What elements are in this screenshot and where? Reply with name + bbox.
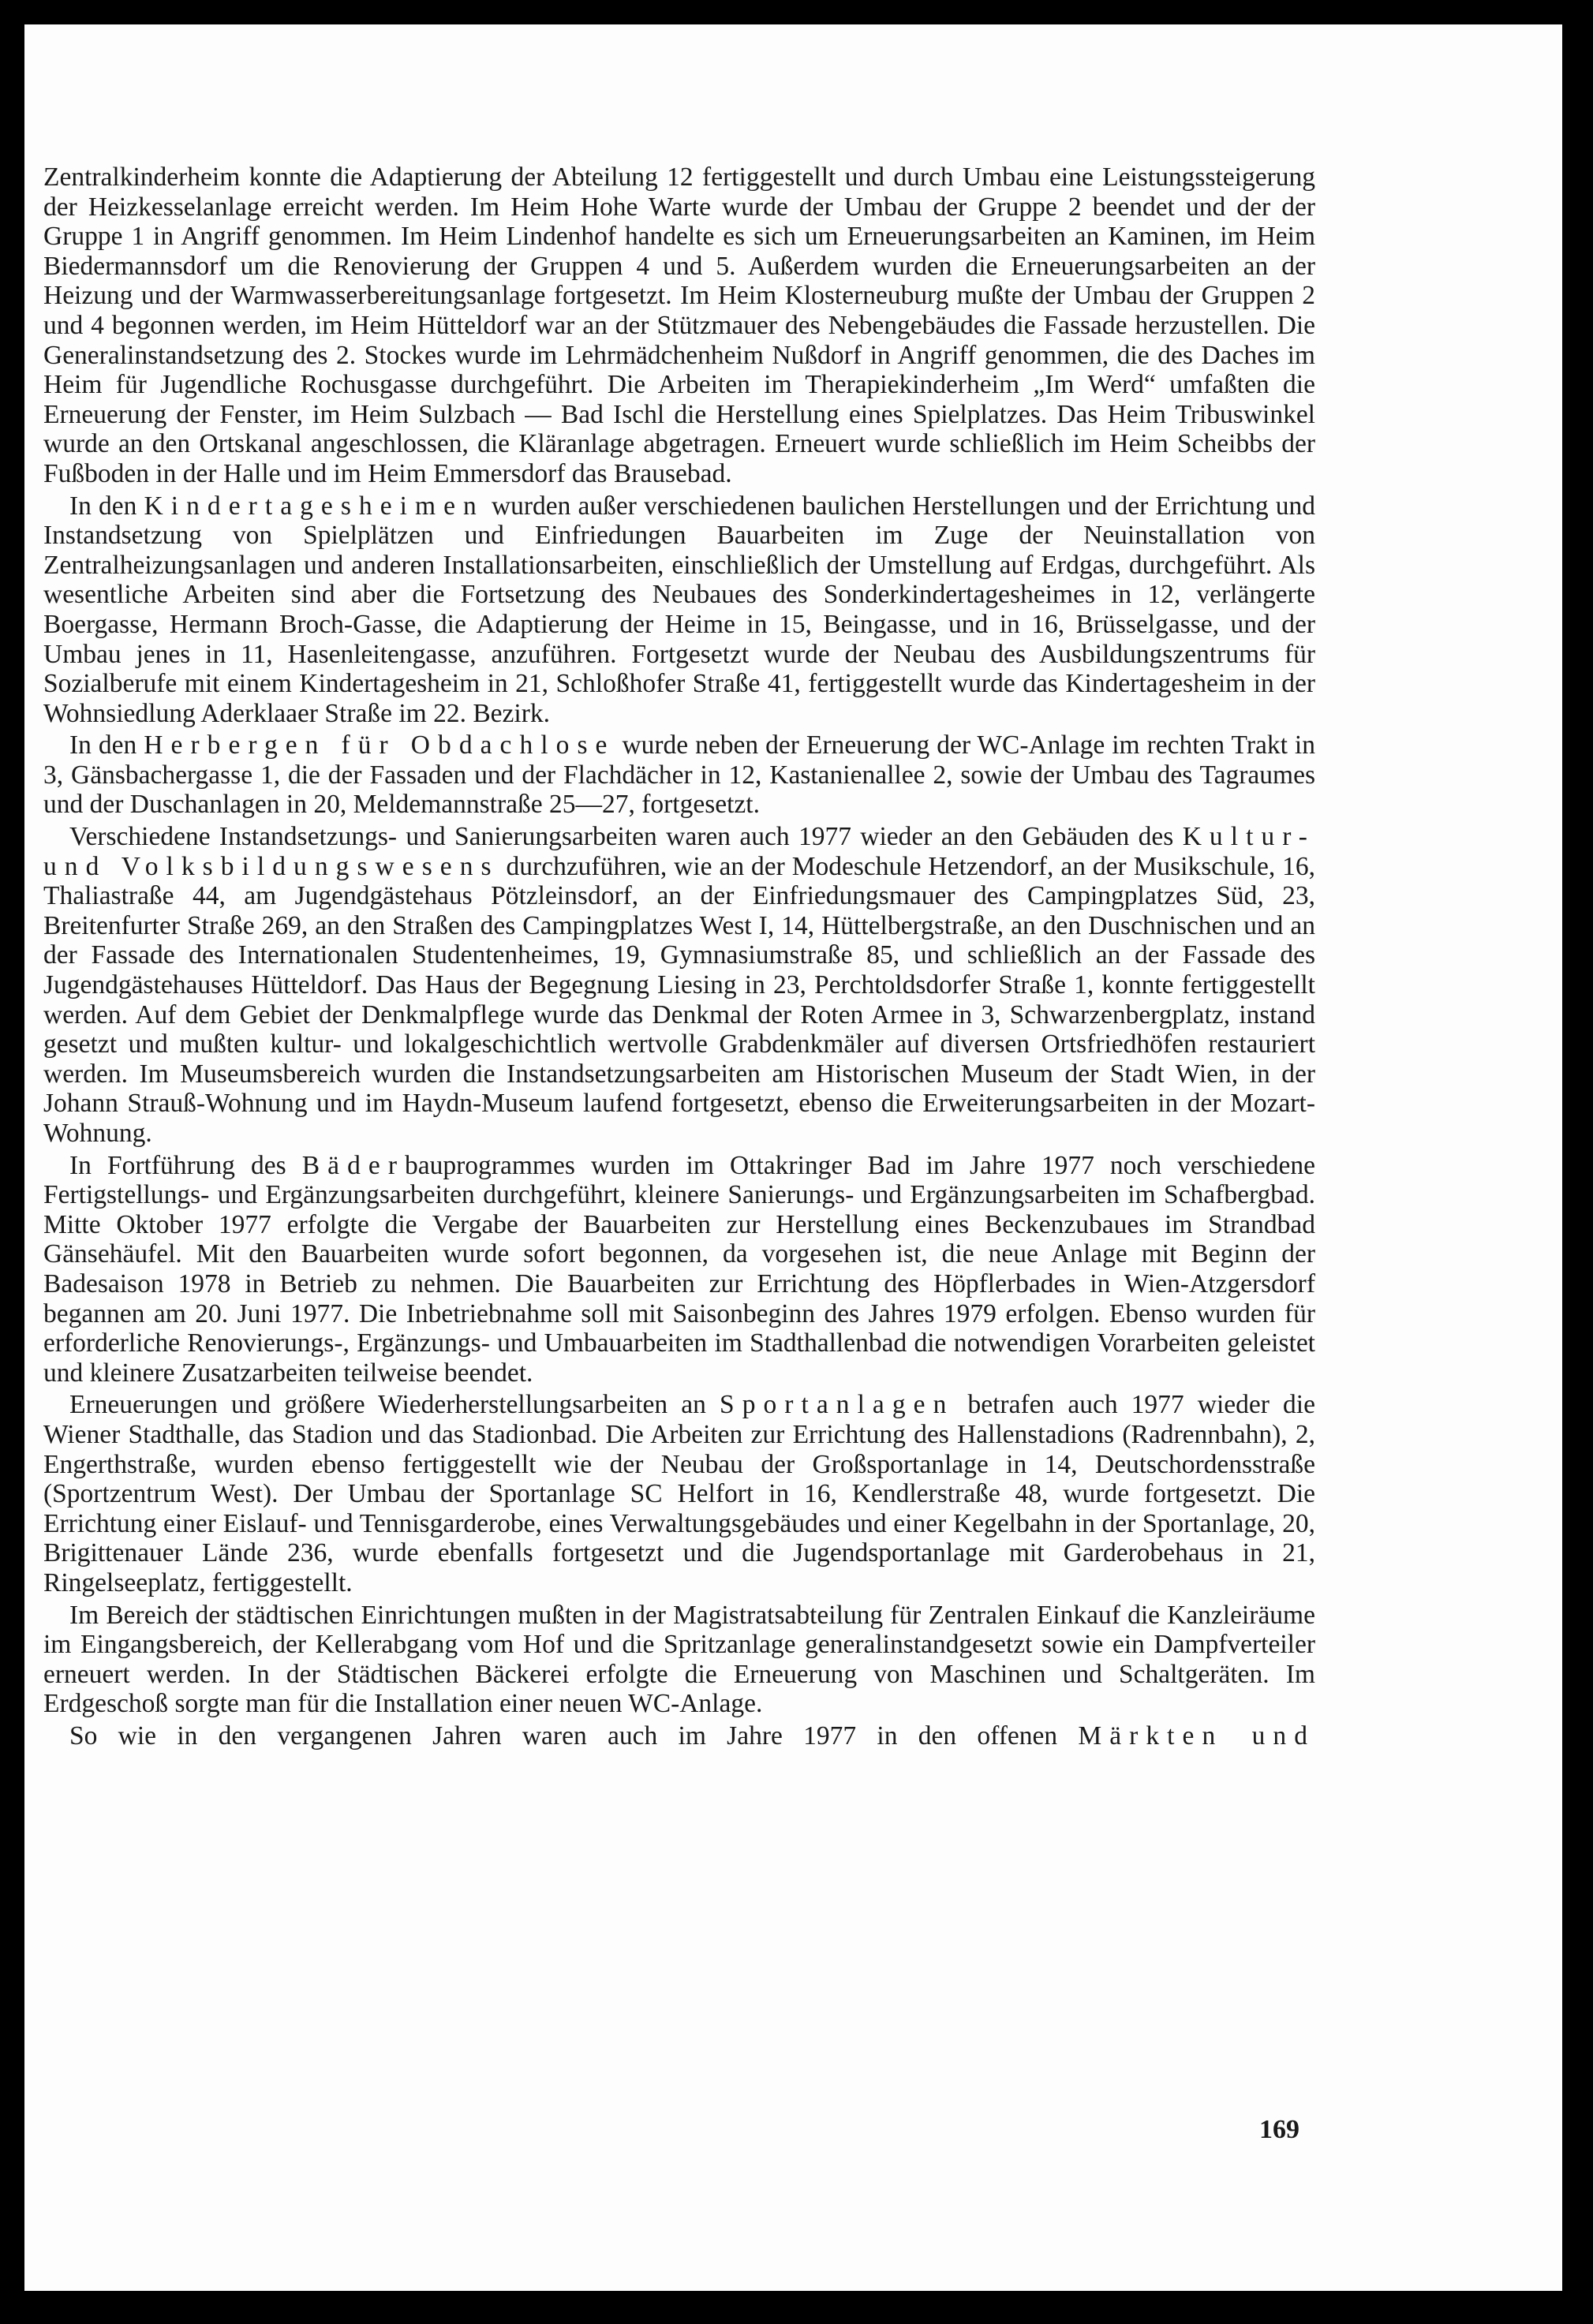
paragraph-7	[43, 1601, 1315, 1719]
paragraph-6-lead: Erneuerungen und größere Wiederherstellungsarbeiten an	[69, 1390, 720, 1420]
paragraph-1-text: Zentralkinderheim konnte die Adaptierung der Abteilung 12 fertiggestellt und durch Umbau eine Leistungssteigerung der Heizkesselanlage erreicht werden. Im Heim Hohe Warte wurde der Umbau der Gruppe 2 beendet und der der Gruppe 1 in Angriff genommen. Im Heim Lindenhof handelte es sich um Erneuerungsarbeiten an Kaminen, im Heim Biedermannsdorf um die Renovierung der Gruppen 4 und 5. Außerdem wurden die Erneuerungsarbeiten an der Heizung und der Warmwasserbereitungsanlage fortgesetzt. Im Heim Klosterneuburg mußte der Umbau der Gruppen 2 und 4 begonnen werden, im Heim Hütteldorf war an der Stützmauer des Nebengebäudes die Fassade herzustellen. Die Generalinstandsetzung des 2. Stockes wurde im Lehrmädchenheim Nußdorf in Angriff genommen, die des Daches im Heim für Jugendliche Rochusgasse durchgeführt. Die Arbeiten im Therapiekinderheim „Im Werd“ umfaßten die Erneuerung der Fenster, im Heim Sulzbach — Bad Ischl die Herstellung eines Spielplatzes. Das Heim Tribuswinkel wurde an den Ortskanal angeschlossen, die Kläranlage abgetragen. Erneuert wurde schließlich im Heim Scheibbs der Fußboden in der Halle und im Heim Emmersdorf das Brausebad.	[43, 163, 1315, 488]
paragraph-5-rest: bauprogrammes wurden im Ottakringer Bad im Jahre 1977 noch verschiedene Fertigstellungs- und Ergänzungsarbeiten durchgeführt, kleinere Sanierungs- und Ergänzungsarbeiten im Schafbergbad. Mitte Oktober 1977 erfolgte die Vergabe der Bauarbeiten zur Herstellung eines Beckenzubaues im Strandbad Gänsehäufel. Mit den Bauarbeiten wurde sofort begonnen, da vorgesehen ist, die neue Anlage mit Beginn der Badesaison 1978 in Betrieb zu nehmen. Die Bauarbeiten zur Errichtung des Höpflerbades in Wien-Atzgersdorf begannen am 20. Juni 1977. Die Inbetriebnahme soll mit Saisonbeginn des Jahres 1979 erfolgen. Ebenso wurden für erforderliche Renovierungs-, Ergänzungs- und Umbauarbeiten im Stadthallenbad die notwendigen Vorarbeiten geleistet und kleinere Zusatzarbeiten teilweise beendet.	[43, 1150, 1315, 1388]
paragraph-7-text: Im Bereich der städtischen Einrichtungen mußten in der Magistratsabteilung für Zentralen Einkauf die Kanzleiräume im Eingangsbereich, der Kellerabgang vom Hof und die Spritzanlage generalinstandgesetzt sowie ein Dampfverteiler erneuert werden. In der Städtischen Bäckerei erfolgte die Erneuerung von Maschinen und Schaltgeräten. Im Erdgeschoß sorgte man für die Installation einer neuen WC-Anlage.	[43, 1600, 1315, 1719]
paragraph-3-rest: wurde neben der Erneuerung der WC-Anlage im rechten Trakt in 3, Gänsbachergasse 1, die der Fassaden und der Flachdächer in 12, Kastanienallee 2, sowie der Umbau des Tagraumes und der Duschanlagen in 20, Meldemannstraße 25—27, fortgesetzt.	[43, 730, 1315, 820]
paragraph-2-spaced-term: Kindertagesheimen	[144, 491, 484, 521]
paragraph-4-rest: durchzuführen, wie an der Modeschule Hetzendorf, an der Musikschule, 16, Thaliastraße 44, am Jugendgästehaus Pötzleinsdorf, an der Einfriedungsmauer des Campingplatzes Süd, 23, Breitenfurter Straße 269, an den Straßen des Campingplatzes West I, 14, Hüttelbergstraße, an den Duschnischen und an der Fassade des Internationalen Studentenheimes, 19, Gymnasiumstraße 85, und schließlich an der Fassade des Jugendgästehauses Hütteldorf. Das Haus der Begegnung Liesing in 23, Perchtoldsdorfer Straße 1, konnte fertiggestellt werden. Auf dem Gebiet der Denkmalpflege wurde das Denkmal der Roten Armee in 3, Schwarzenbergplatz, instand gesetzt und mußten kultur- und lokalgeschichtlich wertvolle Grabdenkmäler auf diversen Ortsfriedhöfen restauriert werden. Im Museumsbereich wurden die Instandsetzungsarbeiten am Historischen Museum der Stadt Wien, in der Johann Strauß-Wohnung und im Haydn-Museum laufend fortgesetzt, ebenso die Erweiterungsarbeiten in der Mozart-Wohnung.	[43, 851, 1315, 1148]
document-page	[24, 24, 1562, 2291]
paragraph-8-spaced-term: Märkten und	[1078, 1721, 1315, 1750]
paragraph-8-lead: So wie in den vergangenen Jahren waren auch im Jahre 1977 in den offenen	[69, 1721, 1079, 1750]
paragraph-2-lead: In den	[69, 491, 144, 521]
paragraph-5-spaced-term: Bäder	[301, 1150, 406, 1180]
paragraph-3	[43, 730, 1315, 820]
paragraph-5-lead: In Fortführung des	[69, 1150, 302, 1180]
paragraph-3-spaced-term: Herbergen für Obdachlose	[144, 730, 615, 760]
paragraph-6	[43, 1390, 1315, 1597]
paragraph-4-spaced-term: Kultur- und Volksbildungswesens	[43, 822, 1315, 881]
paragraph-3-lead: In den	[69, 730, 144, 760]
paragraph-1	[43, 163, 1315, 489]
page-number: 169	[1259, 2115, 1299, 2144]
paragraph-2	[43, 491, 1315, 729]
paragraph-6-spaced-term: Sportanlagen	[720, 1390, 955, 1420]
body-text	[43, 163, 1315, 1753]
paragraph-6-rest: betrafen auch 1977 wieder die Wiener Stadthalle, das Stadion und das Stadionbad. Die Arbeiten zur Errichtung des Hallenstadions (Radrennbahn), 2, Engerthstraße, wurden ebenso fertiggestellt wie der Neubau der Großsportanlage in 14, Deutschordensstraße (Sportzentrum West). Der Umbau der Sportanlage SC Helfort in 16, Kendlerstraße 48, wurde fortgesetzt. Die Errichtung einer Eislauf- und Tennisgarderobe, eines Verwaltungsgebäudes und einer Kegelbahn in der Sportanlage, 20, Brigittenauer Lände 236, wurde ebenfalls fortgesetzt und die Jugendsportanlage mit Garderobehaus in 21, Ringelseeplatz, fertiggestellt.	[43, 1390, 1315, 1597]
paragraph-2-rest: wurden außer verschiedenen baulichen Herstellungen und der Errichtung und Instandsetzung von Spielplätzen und Einfriedungen Bauarbeiten im Zuge der Neuinstallation von Zentralheizungsanlagen und anderen Installationsarbeiten, einschließlich der Umstellung auf Erdgas, durchgeführt. Als wesentliche Arbeiten sind aber die Fortsetzung des Neubaues des Sonderkindertagesheimes in 12, verlängerte Boergasse, Hermann Broch-Gasse, die Adaptierung der Heime in 15, Beingasse, und in 16, Brüsselgasse, und der Umbau jenes in 11, Hasenleitengasse, anzuführen. Fortgesetzt wurde der Neubau des Ausbildungszentrums für Sozialberufe mit einem Kindertagesheim in 21, Schloßhofer Straße 41, fertiggestellt wurde das Kindertagesheim in der Wohnsiedlung Aderklaaer Straße im 22. Bezirk.	[43, 491, 1316, 728]
paragraph-8	[43, 1721, 1315, 1751]
paragraph-4	[43, 822, 1315, 1149]
paragraph-5	[43, 1151, 1315, 1388]
paragraph-4-lead: Verschiedene Instandsetzungs- und Sanierungsarbeiten waren auch 1977 wieder an den Gebäuden des	[69, 822, 1183, 852]
